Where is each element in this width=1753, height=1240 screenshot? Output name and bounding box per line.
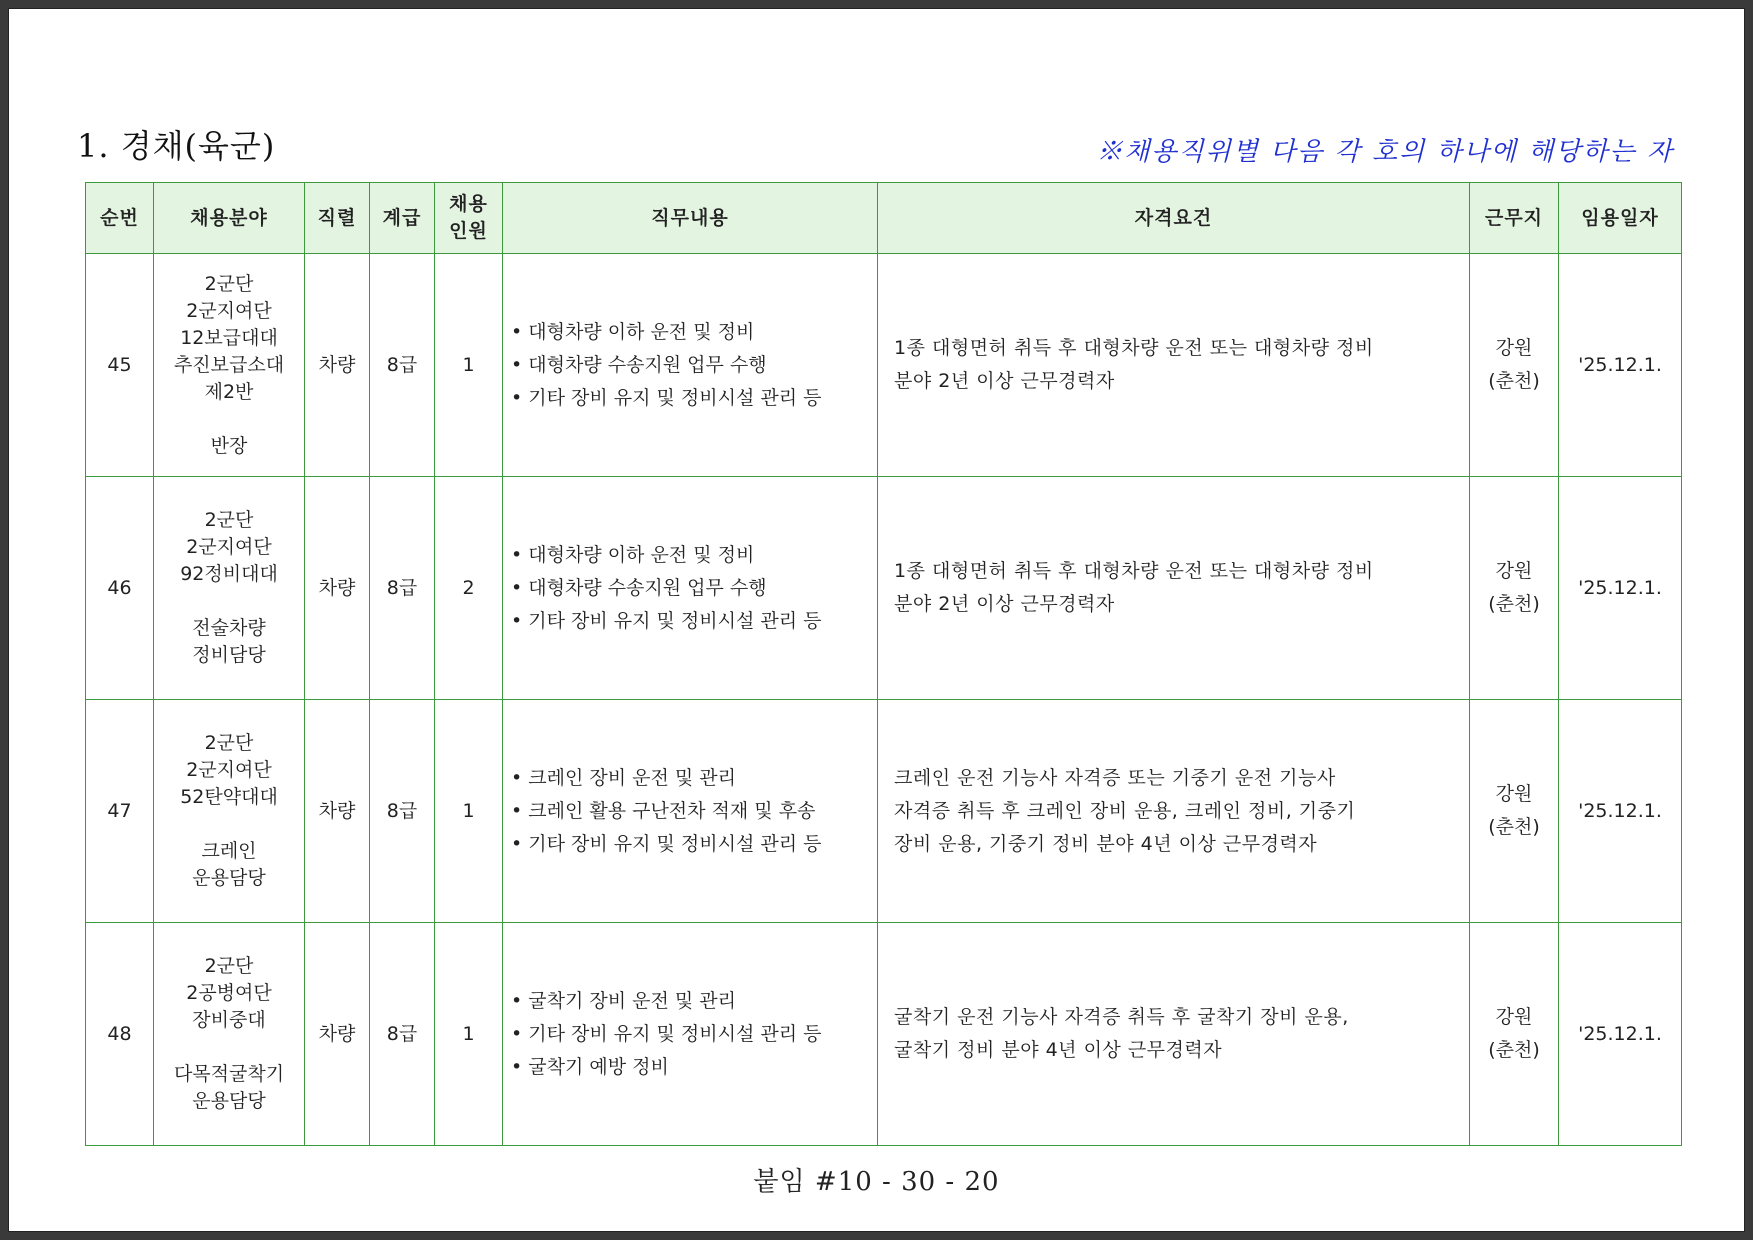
recruitment-table [85,182,1682,1146]
header-qualification: 자격요건 [878,183,1470,254]
cell-series: 차량 [305,477,370,700]
cell-series: 차량 [305,923,370,1146]
cell-no: 45 [86,254,154,477]
cell-location: 강원 (춘천) [1470,700,1559,923]
header-date: 임용일자 [1559,183,1682,254]
cell-field: 2군단 2공병여단 장비중대 다목적굴착기 운용담당 [154,923,305,1146]
cell-no: 46 [86,477,154,700]
header-series: 직렬 [305,183,370,254]
cell-grade: 8급 [370,700,435,923]
page-footer: 붙임 #10 - 30 - 20 [753,1167,1000,1197]
section-heading: 1. 경채(육군) [77,127,276,165]
header-count: 채용 인원 [435,183,503,254]
cell-duty: • 대형차량 이하 운전 및 정비 • 대형차량 수송지원 업무 수행 • 기타 장비 유지 및 정비시설 관리 등 [503,477,878,700]
cell-count: 1 [435,700,503,923]
cell-qualification: 크레인 운전 기능사 자격증 또는 기중기 운전 기능사 자격증 취득 후 크레인 장비 운용, 크레인 정비, 기중기 장비 운용, 기중기 정비 분야 4년 이상 근무경력자 [878,700,1470,923]
cell-duty: • 크레인 장비 운전 및 관리 • 크레인 활용 구난전차 적재 및 후송 • 기타 장비 유지 및 정비시설 관리 등 [503,700,878,923]
cell-field: 2군단 2군지여단 12보급대대 추진보급소대 제2반 반장 [154,254,305,477]
header-location: 근무지 [1470,183,1559,254]
header-duty: 직무내용 [503,183,878,254]
header-grade: 계급 [370,183,435,254]
cell-qualification: 굴착기 운전 기능사 자격증 취득 후 굴착기 장비 운용, 굴착기 정비 분야 4년 이상 근무경력자 [878,923,1470,1146]
cell-field: 2군단 2군지여단 52탄약대대 크레인 운용담당 [154,700,305,923]
table-row [86,477,1682,700]
table-row [86,923,1682,1146]
cell-grade: 8급 [370,254,435,477]
cell-date: '25.12.1. [1559,254,1682,477]
cell-date: '25.12.1. [1559,923,1682,1146]
header-field: 채용분야 [154,183,305,254]
cell-location: 강원 (춘천) [1470,477,1559,700]
cell-count: 2 [435,477,503,700]
table-header-row [86,183,1682,254]
cell-location: 강원 (춘천) [1470,254,1559,477]
cell-duty: • 대형차량 이하 운전 및 정비 • 대형차량 수송지원 업무 수행 • 기타 장비 유지 및 정비시설 관리 등 [503,254,878,477]
cell-count: 1 [435,254,503,477]
cell-grade: 8급 [370,477,435,700]
table-row [86,700,1682,923]
cell-date: '25.12.1. [1559,477,1682,700]
cell-no: 47 [86,700,154,923]
cell-field: 2군단 2군지여단 92정비대대 전술차량 정비담당 [154,477,305,700]
cell-grade: 8급 [370,923,435,1146]
cell-count: 1 [435,923,503,1146]
cell-duty: • 굴착기 장비 운전 및 관리 • 기타 장비 유지 및 정비시설 관리 등 • 굴착기 예방 정비 [503,923,878,1146]
cell-series: 차량 [305,700,370,923]
eligibility-note: ※채용직위별 다음 각 호의 하나에 해당하는 자 [1096,137,1674,167]
cell-location: 강원 (춘천) [1470,923,1559,1146]
cell-date: '25.12.1. [1559,700,1682,923]
document-page [8,8,1745,1232]
cell-qualification: 1종 대형면허 취득 후 대형차량 운전 또는 대형차량 정비 분야 2년 이상 근무경력자 [878,254,1470,477]
cell-qualification: 1종 대형면허 취득 후 대형차량 운전 또는 대형차량 정비 분야 2년 이상 근무경력자 [878,477,1470,700]
cell-series: 차량 [305,254,370,477]
cell-no: 48 [86,923,154,1146]
header-no: 순번 [86,183,154,254]
table-row [86,254,1682,477]
